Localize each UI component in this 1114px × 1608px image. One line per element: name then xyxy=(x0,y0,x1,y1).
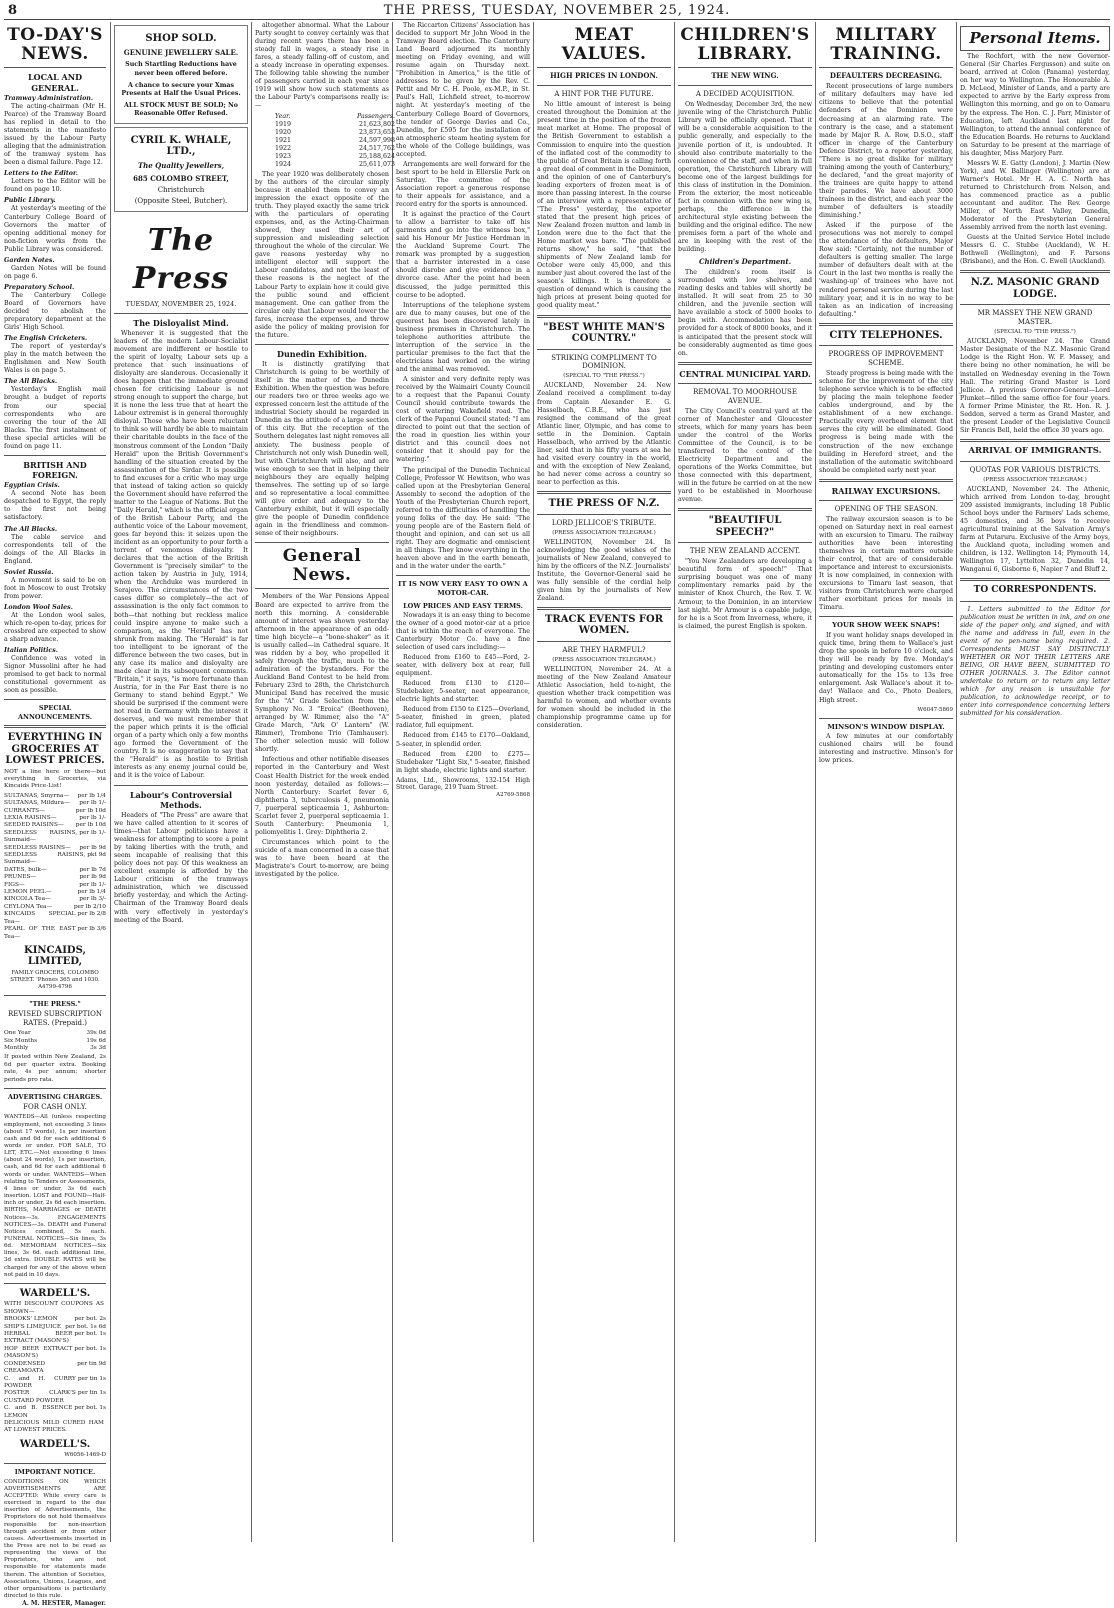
subscription-row-price: 3s 3d xyxy=(90,1045,106,1052)
grocery-row xyxy=(4,896,106,903)
subscription-row xyxy=(4,1038,106,1045)
foreign-news-item-label: London Wool Sales. xyxy=(4,603,73,611)
beautiful-speech-heading: "BEAUTIFUL SPEECH?" xyxy=(708,515,782,538)
personal-items-body: The Rochfort, with the new Governor-General (Sir Charles Fergusson) and suite on board, arrived at Colon (Panama) yesterday, on her way to Wellington. The Honourable A. D. McLeod, Minister of Lands, and a party are expected to arrive by the Early express from Wellington this morning, and go on to Oamaru by the express. The Hon. C. J. Parr, Minister of Education, left Auckland last night for Wellington, to attend the annual conference of the Education Boards. He returns to Auckland on Saturday to be present at the marriage of his daughter, Miss Marjory Parr. xyxy=(960,53,1110,157)
childrens-library-body: On Wednesday, December 3rd, the new juvenile wing of the Christchurch Public Library will be officially opened. That it will be a considerable acquisition to the public generally, and especially to the juvenile portion of it, is undoubted. It should also contribute materially to the convenience of the staff, and when in full operation, the Christchurch Library will become one of the largest buildings for this class of institution in the Dominion. From the exterior, the most noticeable fact in connexion with the new wing is, perhaps, the difference in the architectural style existing between the building and the original edifice. The new premises form a part of the whole and are in keeping with the rest of the building. xyxy=(678,101,812,254)
foreign-news-item-text: A second Note has been despatched to Egypt, the reply to the first not being satisfactory. xyxy=(4,490,106,522)
wardell-row-item: HOP BEER EXTRACT (MASON'S) xyxy=(4,1345,73,1360)
subscription-row xyxy=(4,1045,106,1052)
local-news-item-label: Preparatory School. xyxy=(4,283,75,291)
council-item: A sinister and very definite reply was received by the Waimairi County Council to a request that the Papanui County Council should contribute towards the cost of watering Wakefield road. The clerk of the Papanui Council stated: "I am directed to point out that the section of the road in question lies within your district and this council does not consider that it should pay for the watering." xyxy=(396,376,530,464)
column-rule xyxy=(392,22,393,1542)
wardell-row xyxy=(4,1324,106,1331)
wardell-row-price: per bot. 1s xyxy=(74,1345,106,1352)
local-news-item-text: Yesterday's English mail brought a budget of reports from our special correspondents who are covering the tour of the All Blacks. The first instalment of these special articles will be found on page 11. xyxy=(4,386,106,450)
wardells-price-list xyxy=(4,1301,106,1434)
immigrants-source: (PRESS ASSOCIATION TELEGRAM.) xyxy=(983,476,1087,483)
whale-jewellers-ad xyxy=(114,127,248,212)
wardell-row-price: per tin 1s xyxy=(77,1390,106,1397)
wardells-footer: WARDELL'S. xyxy=(19,1438,91,1450)
grocery-row-price: per lb 7d xyxy=(79,866,106,873)
local-news-item xyxy=(4,95,106,167)
grocery-row xyxy=(4,830,106,845)
shop-sold-sub: GENUINE JEWELLERY SALE. xyxy=(123,47,239,57)
table-cell: 24,597,998 xyxy=(358,136,395,144)
table-cell: 24,517,762 xyxy=(358,144,395,152)
show-week-heading: YOUR SHOW WEEK SNAPS! xyxy=(832,621,940,630)
grocery-row-item: CEYLONA Tea— xyxy=(4,903,53,910)
shop-sold-lines xyxy=(118,61,244,117)
kincaids-address: FAMILY GROCERS, COLOMBO STREET. 'Phones 365 and 1030. A4799-4796 xyxy=(10,969,100,990)
foreign-news-item-label: The All Blacks. xyxy=(4,525,58,533)
important-notice-signature: A. M. HESTER, Manager. xyxy=(22,1600,106,1608)
motor-car-list xyxy=(396,654,530,775)
wardell-row xyxy=(4,1405,106,1420)
beautiful-speech-body: "You New Zealanders are developing a beautiful form of speech!" That surprising bouquet was one of many complimentary remarks paid by the minister of Knox Church, the Rev. T. W. Armour, to the Dominion, in an interview last night. Mr Armour is a capable judge, for he is a Scot from Inverness, where, it is claimed, the purest English is spoken. xyxy=(678,558,812,630)
masonic-body: AUCKLAND, November 24. The Grand Master Designate of the N.Z. Masonic Grand Lodge is the Right Hon. W. F. Massey, and there being no other nomination, he will be installed on Wednesday evening in the Town Hall. The retiring Grand Master is Lord Jellicoe. A previous Governor-General—Lord Plunket—filled the same office for four years. A former Prime Minister, the Rt. Hon. R. J. Seddon, served a term as Grand Master, and the present Leader of the Legislative Council Sir Francis Bell, held the office 30 years ago. xyxy=(960,338,1110,434)
column-editorial-2 xyxy=(255,22,395,1542)
telephone-item: Interruptions of the telephone system are due to many causes, but one of the queerest has been discovered lately in business premises in Christchurch. The telephone authorities attribute the interruption of the service in the particular premises to the fact that the electricians had worked on the wiring and the animal was removed. xyxy=(396,301,530,373)
table-row xyxy=(275,145,395,153)
grocery-row-price: per lb 10d xyxy=(75,822,106,829)
table-cell: 21,623,802 xyxy=(358,120,395,128)
press-nz-body: WELLINGTON, November 24. In acknowledging the good wishes of the journalists of New Zealand, conveyed to him by the officers of the N.Z. Journalists' Institute, the Governor-General said he was fully sensible of the cordial help given him by the journalists of New Zealand. xyxy=(537,538,671,602)
grocery-row-item: PRUNES— xyxy=(4,874,37,881)
subscription-row-price: 39s 0d xyxy=(86,1030,106,1037)
foreign-news-item-text: A movement is said to be on foot in Moscow to oust Trotsky from power. xyxy=(4,576,106,600)
subscription-subheading: REVISED SUBSCRIPTION RATES. (Prepaid.) xyxy=(8,1010,102,1028)
barrister-item: It is against the practice of the Court to allow a barrister to take off his garments and go into the witness box," said his Honour Mr Justice Herdman in the Auckland Supreme Court. The remark was prompted by a suggestion that a barrister interested in a case should disrobe and give evidence in a divorce case. After the point had been discussed, the judge permitted this course to be adopted. xyxy=(396,211,530,299)
local-news-item-label: Tramway Administration. xyxy=(4,94,94,102)
minsons-body: A few minutes at our comfortably cushioned chairs will be found interesting and instructive. Minson's for low prices. xyxy=(819,733,953,765)
motor-car-listing: Reduced from £145 to £170—Oakland, 5-seater, in splendid order. xyxy=(396,732,530,748)
column-todays-news xyxy=(4,22,106,1608)
controversial-body: Headers of "The Press" are aware that we have called attention to it scores of times—that Labour politicians have a weakness for attempting to score a point by taking liberties with the truth, and seem incapable of realising that this policy does not pay. Of this weakness an excellent example is afforded by the Labour criticism of the tramways administration, which we discussed briefly yesterday, and which the Acting-Chairman of the Tramway Board deals with very effectively in yesterday's meeting of the Board. xyxy=(114,811,248,924)
grocery-row-item: FIGS— xyxy=(4,881,25,888)
local-news-item-text: Letters to the Editor will be found on page 10. xyxy=(4,178,106,194)
wardell-row xyxy=(4,1331,106,1346)
table-cell: 1919 xyxy=(275,120,292,128)
local-news-item xyxy=(4,378,106,450)
military-training-body-2: Asked if the purpose of the prosecutions was not merely to compel the attendance of the defaulters, Major Row said: "Certainly, not the number of defaulters is getting smaller. The large number of defaulters dealt with at the Court in the last two months is really the 'washing-up' of trainees who have not rendered personal service during the last military year, and it is in no way to be taken as an indication of increasing defaulting." xyxy=(819,222,953,318)
important-notice-heading: IMPORTANT NOTICE. xyxy=(14,1468,96,1477)
todays-news-heading: TO-DAY'S NEWS. xyxy=(7,25,103,64)
wardell-row-price: per tin 9d xyxy=(77,1360,106,1367)
paper-date: TUESDAY, NOVEMBER 25, 1924. xyxy=(125,300,237,309)
suicide-case: Circumstances which point to the suicide of a man concerned in a case that was to have been heard at the Magistrate's Court to-morrow, are being investigated by the police. xyxy=(255,838,389,879)
personal-items-body-3: Guests at the United Service Hotel include Messrs G. C. Stubbe (Auckland), W. H. Bothwell (Wellington), and F. Parsons (Brisbane), and the Hon. C. Ewell (Auckland). xyxy=(960,234,1110,266)
column-rule xyxy=(533,22,534,1542)
personal-items-heading: Personal Items. xyxy=(960,26,1110,51)
grocery-row xyxy=(4,822,106,829)
advertising-charges-sub: FOR CASH ONLY. xyxy=(23,1103,87,1112)
wardell-row xyxy=(4,1420,106,1435)
wardell-row-item: WITH DISCOUNT COUPONS AS SHOWN— xyxy=(4,1301,104,1315)
table-header-cell: Year. xyxy=(275,112,291,120)
local-news-item xyxy=(4,335,106,375)
shop-sold-line: Such Startling Reductions have never been offered before. xyxy=(125,61,237,77)
motor-car-code: A2769-5868 xyxy=(496,792,530,799)
meat-values-sub2: A HINT FOR THE FUTURE. xyxy=(554,90,654,99)
wardell-row xyxy=(4,1316,106,1323)
local-news-item-label: The All Blacks. xyxy=(4,378,58,386)
correspondents-heading: TO CORRESPONDENTS. xyxy=(973,585,1097,596)
childrens-department-body: The children's room itself is surrounded with low shelves, and reading desks and tables will shortly be installed. It will seat from 25 to 30 children, and the juvenile section will have available a stock of 5000 books to begin with. Accommodation has been provided for a stock of 8000 books, and it is anticipated that the present stock will be considerably augmented as time goes on. xyxy=(678,269,812,357)
column-military-training xyxy=(819,22,953,1542)
grocery-row xyxy=(4,874,106,881)
grocery-row-price: per lb 10d xyxy=(75,807,106,814)
grocery-row-item: CURRANTS— xyxy=(4,807,45,814)
grocery-row-price: per lb 1/- xyxy=(79,800,106,807)
local-news-item xyxy=(4,257,106,281)
grocery-row-item: SEEDED RAISINS— xyxy=(4,822,64,829)
grocery-row xyxy=(4,793,106,800)
table-cell: 1924 xyxy=(275,160,292,168)
motor-car-intro: Nowadays it is an easy thing to become the owner of a good motor-car at a price that is within the reach of everyone. The Canterbury Motor Co. have a fine selection of used cars including:— xyxy=(396,611,530,652)
wardell-row xyxy=(4,1361,106,1376)
dunedin-exhibition-heading: Dunedin Exhibition. xyxy=(277,348,367,359)
technical-college-item: The principal of the Dunedin Technical College, Professor W. Hewitson, who was called upon at the Presbyterian General Assembly to second the adoption of the Youth of the Presbyterian Church report, referred to the difficulties of handling the young folks of the day. He said: "The young people are of the Eastern field of thought and opinion, and can set us all right. They are dogmatic and omniscient in all things. They know everything in the heaven above and in the earth beneath, and in the water under the earth." xyxy=(396,466,530,571)
grocery-ad-heading: EVERYTHING IN GROCERIES AT LOWEST PRICES. xyxy=(5,732,105,767)
military-training-body: Recent prosecutions of large numbers of military defaulters may have led citizens to believe that the potential defenders of the Dominion were decreasing at an alarming rate. The contrary is the case, and a statement made by Major R. A. Row, D.S.O., staff officer in charge of the Canterbury Defence District, to a reporter yesterday, "There is no great dislike for military training among the youth of Canterbury," he declared, "and the great majority of the trainees are quite happy to attend their parades. We have about 3000 trainees in the district, and each year the number of defaulters is steadily diminishing." xyxy=(819,83,953,220)
white-man-source: (SPECIAL TO "THE PRESS.") xyxy=(563,373,645,380)
show-week-code: W6047-5869 xyxy=(917,706,953,713)
masonic-source: (SPECIAL TO "THE PRESS.") xyxy=(994,329,1076,336)
municipal-yard-sub: REMOVAL TO MOORHOUSE AVENUE. xyxy=(693,387,797,405)
grocery-row-item: SULTANAS, Smyrna— xyxy=(4,792,70,799)
local-news-item xyxy=(4,284,106,332)
grocery-row xyxy=(4,800,106,807)
childrens-library-sub: THE NEW WING. xyxy=(711,71,779,81)
grocery-row-price: per lb 1/- xyxy=(79,881,106,888)
motor-car-listing: Reduced from £130 to £120—Studebaker, 5-seater, neat appearance, electric lights and starter. xyxy=(396,680,530,704)
wardell-row-item: C. and H. CURRY POWDER xyxy=(4,1375,76,1389)
foreign-news-item-label: Italian Politics. xyxy=(4,647,58,655)
grocery-row xyxy=(4,904,106,911)
riccarton-item: The Riccarton Citizens' Association has decided to support Mr John Wood in the Tramway Board election. The Canterbury Land Board adjourned its monthly meeting on Friday evening, and will resume again on Thursday next. "Prohibition in America," is the title of addresses to be given by the Rev. C. Pettit and Mr C. H. Poole, ex-M.P., in St. Paul's Hall, Lichfield street, to-morrow night. At yesterday's meeting of the Canterbury College Board of Governors, the tender of George Davies and Co., Dunedin, for £595 for the installation of an atmospheric steam heating system for the whole of the College buildings, was accepted. xyxy=(396,22,530,158)
column-personal-items xyxy=(960,22,1110,1542)
grocery-row xyxy=(4,889,106,896)
grocery-row xyxy=(4,845,106,852)
table-cell: 1923 xyxy=(275,152,292,160)
military-training-heading: MILITARY TRAINING. xyxy=(830,25,942,64)
immigrants-body: AUCKLAND, November 24. The Athenic, which arrived from London to-day, brought 209 assisted immigrants, including 18 Public School boys under the Farmers' Lads scheme, 45 domestics, and 36 boys to receive agricultural training at the Salvation Army's farm at Putaruru. Exclusive of the Army boys, the Auckland quota, including women and children, is 132. Wellington 14; Plymouth 14, Wellington 17, Lyttelton 32, Dunedin 14, Wanganui 6, Gisborne 6, Napier 7 and Bluff 2. xyxy=(960,485,1110,574)
track-events-sub: ARE THEY HARMFUL? xyxy=(562,645,646,654)
track-events-source: (PRESS ASSOCIATION TELEGRAM.) xyxy=(552,656,656,663)
show-week-body: If you want holiday snaps developed in quick time, bring them to Wallace's just drop the spools in before 10 o'clock, and they will be ready by five. Monday's printing and developing customers enter automatically for the 15s to 13s free enlargement. Ask Wallace's about it to-day! Wallace and Co., Photo Dealers, High street. xyxy=(819,632,953,704)
table-row xyxy=(275,129,395,137)
foreign-news-list xyxy=(4,482,106,695)
grocery-row xyxy=(4,926,106,941)
foreign-news-item-text: At the London wool sales, which re-open to-day, prices for crossbred are expected to show a sharp advance. xyxy=(4,611,106,644)
track-events-heading: TRACK EVENTS FOR WOMEN. xyxy=(544,613,664,637)
local-news-item-label: Letters to the Editor. xyxy=(4,170,78,178)
grocery-row-price: per lb 3/6 xyxy=(77,926,106,933)
childrens-library-sub2: A DECIDED ACQUISITION. xyxy=(695,90,795,99)
municipal-yard-heading: CENTRAL MUNICIPAL YARD. xyxy=(679,368,811,379)
grocery-row xyxy=(4,867,106,874)
passengers-table-header xyxy=(275,113,395,121)
grocery-row-price: per lb 2/10 xyxy=(73,903,106,910)
wardells-code: W6056-1469-D xyxy=(64,1452,106,1459)
wardell-row-price: per bot. 1s 6d xyxy=(65,1323,106,1330)
advertising-charges-heading: ADVERTISING CHARGES. xyxy=(7,1093,103,1102)
grocery-row-item: KINCAIDS SPECIAL Tea— xyxy=(4,911,76,925)
grocery-row-price: per lb 3/- xyxy=(79,896,106,903)
foreign-news-item xyxy=(4,647,106,695)
shop-sold-line: ALL STOCK MUST BE SOLD; No Reasonable Offer Refused. xyxy=(124,101,238,117)
masthead-rule xyxy=(4,19,1110,20)
column-rule xyxy=(110,22,111,1542)
meat-values-sub: HIGH PRICES IN LONDON. xyxy=(550,71,658,81)
subscription-row-price: 19s 6d xyxy=(86,1037,106,1044)
wardells-heading: WARDELL'S. xyxy=(19,1287,91,1299)
table-row xyxy=(275,161,395,169)
grocery-row-price: pkt 9d xyxy=(87,852,106,859)
wardell-row xyxy=(4,1301,106,1316)
municipal-yard-body: The City Council's central yard at the corner of Manchester and Gloucester streets, which for many years has been under the control of the Works Committee of the Council, is to be transferred to the control of the Electricity Department and the operations of the Works Committee, but those connected with this department, will in the future be carried on at the new yard to be established in Moorhouse avenue. xyxy=(678,407,812,504)
column-editorial xyxy=(114,22,248,1542)
wardell-row xyxy=(4,1376,106,1391)
table-row xyxy=(275,153,395,161)
wardell-row-item: SHIP'S LIMEJUICE xyxy=(4,1323,62,1330)
general-news-body: Members of the War Pensions Appeal Board are expected to arrive from the north this morning. A considerable amount of interest was shown yesterday afternoon in the appearance of an odd-time high bicycle—a "bone-shaker" as it is usually called—in Cathedral square. It was ridden by a boy, who propelled it safely through the traffic, much to the admiration of the bystanders. For the Auckland Band Contest to be held from February 23rd to 28th, the Christchurch Municipal Band has received the music for the "A" Grade Selection from the Symphony No. 3 "Eroica" (Beethoven), arranged by W. Rimmer, also the "A" Grade March, "Ark O' Lantern" (W. Rimmer), Trombone Trio (Tamhauser). The other selection music will follow shortly. xyxy=(255,593,389,754)
editorial-body: Whenever it is suggested that the leaders of the modern Labour-Socialist movement are indifferent or hostile to the spirit of loyalty, Labour sets up a pretence that such insinuations of disloyalty are slanderous. Occasionally it does happen that the immediate ground chosen for criticising Labour is not strong enough to support the charge, but it is none the less true that at heart the Labour extremist is in general thoroughly disloyal. Those who have been reluctant to think so will hardly be able to maintain their charitable doubts in the face of the monstrous comment of the London "Daily Herald" upon the British Government's handling of the situation created by the assassination of the Sirdar. It is possible to find excuses for a critic who may urge that instead of taking action so quickly the Government should have referred the matter to the League of Nations. But the "Daily Herald," which is the official organ of the British Labour Party, and the authentic voice of the Labour movement, goes far beyond this: it seizes upon the incident as an opportunity to pour forth a torrent of venomous disloyalty. It declares that the action of the British Government is "precisely similar" to the action taken by Austria in July, 1914, when the Archduke was murdered in Serajevo. The circumstances of the two cases differ so completely—the act of assassination is the only fact common to both—that nothing but reckless malice could inspire anyone to make such a comparison, as the "Herald" has not shrunk from making. The "Herald" is far too intelligent to be ignorant of the difference between the two cases, but in any case its malice and disloyalty are made clear in its subsequent comments. "Britain," it says, "is more fortunate than Austria, for in the Far East there is no Germany to stand behind Egypt." We should be surprised if the comment were not read in Germany with the interest it deserves, and we must remember that the paper which prints it is the official organ of a party which only a few months ago formed the Government of the country. It is no exaggeration to say that the "Herald" is as hostile to British interests as any enemy journal could be, and it is the voice of Labour. xyxy=(114,329,248,780)
local-news-item-text: Garden Notes will be found on page 6. xyxy=(4,264,106,280)
grocery-row-item: SEEDLESS RAISINS, Sunmaid— xyxy=(4,852,86,866)
table-cell: 25,611,073 xyxy=(358,160,395,168)
press-nz-sub: LORD JELLICOE'S TRIBUTE. xyxy=(551,518,657,527)
grocery-row-item: DATES, bulk— xyxy=(4,866,47,873)
special-announcements-heading: SPECIAL ANNOUNCEMENTS. xyxy=(18,704,92,721)
local-news-item-label: The English Cricketers. xyxy=(4,335,88,343)
foreign-news-item-text: Confidence was voted in Signor Mussolini after he had promised to get back to normal constitutional government as soon as possible. xyxy=(4,655,106,695)
kincaids-name: KINCAIDS, LIMITED, xyxy=(24,944,86,968)
foreign-news-item-label: Egyptian Crisis. xyxy=(4,482,60,490)
whale-address-2: Christchurch xyxy=(157,185,205,194)
grocery-row-item: KINCOLA Tea— xyxy=(4,896,51,903)
foreign-news-item xyxy=(4,604,106,644)
grocery-row-price: per lb 1/4 xyxy=(77,889,106,896)
railway-excursions-sub: OPENING OF THE SEASON. xyxy=(834,504,938,513)
paper-nameplate: The Press xyxy=(132,222,230,296)
column-rule xyxy=(674,22,675,1542)
subscription-row-item: Monthly xyxy=(4,1045,29,1052)
page-number: 8 xyxy=(8,3,18,18)
tramway-intro: altogether abnormal. What the Labour Party sought to convey certainly was that during recent years there has been a steady fall in wages, a steady rise in fares, a steady falling-off of custom, and a steady increase in operating expenses. The following table showing the number of passengers carried in each year since 1919 will show how such statements as the Labour Party's comparisons really is:— xyxy=(255,22,389,110)
foreign-news-item xyxy=(4,526,106,566)
masonic-heading: N.Z. MASONIC GRAND LODGE. xyxy=(970,277,1100,300)
city-telephones-sub: PROGRESS OF IMPROVEMENT SCHEME. xyxy=(828,350,944,368)
motor-car-heading: IT IS NOW VERY EASY TO OWN A MOTOR-CAR. xyxy=(398,580,528,597)
immigrants-heading: ARRIVAL OF IMMIGRANTS. xyxy=(968,445,1102,456)
shop-sold-ad xyxy=(114,25,248,124)
sports-item: Arrangements are well forward for the best sport to be held in Ellerslie Park on Saturday. The committee of the Association report a generous response to their appeals for assistance, and a record entry for the sports is announced. xyxy=(396,160,530,209)
whale-address-1: 685 COLOMBO STREET, xyxy=(133,173,229,183)
british-foreign-heading: BRITISH AND FOREIGN. xyxy=(23,459,87,481)
local-news-item-text: At yesterday's meeting of the Canterbury College Board of Governors the matter of opening additional money for non-fiction works from the Public Library was considered. xyxy=(4,205,106,253)
white-man-sub: STRIKING COMPLIMENT TO DOMINION. xyxy=(551,353,657,371)
press-nz-source: (PRESS ASSOCIATION TELEGRAM.) xyxy=(552,529,656,536)
important-notice-text: CONDITIONS ON WHICH ADVERTISEMENTS ARE ACCEPTED: While every care is exercised in regard to the due insertion of Advertisements, the Proprietors do not hold themselves responsible for non-insertion through accident or from other causes. Advertisements inserted in the Press are not to be read as representing the views of the Proprietors, who are not responsible for statements made therein. The attention of Societies, Associations, Unions, Leagues, and other organisations is particularly directed to this rule. xyxy=(4,1478,106,1600)
city-telephones-heading: CITY TELEPHONES. xyxy=(829,329,943,341)
wardell-row-price: per tin 1s xyxy=(77,1375,106,1382)
grocery-row-item: LEXIA RAISINS— xyxy=(4,815,57,822)
wardell-row-price: per bot. 2s xyxy=(74,1316,106,1323)
motor-car-sub: LOW PRICES AND EASY TERMS. xyxy=(403,601,523,610)
grocery-row xyxy=(4,815,106,822)
local-news-item-label: Public Library. xyxy=(4,197,56,205)
grocery-row-price: per lb 1/- xyxy=(79,829,106,836)
wardell-row-item: BROOKS' LEMON xyxy=(4,1316,58,1323)
local-general-heading: LOCAL AND GENERAL. xyxy=(27,72,83,93)
column-childrens-library xyxy=(678,22,812,1542)
local-news-item-label: Garden Notes. xyxy=(4,256,55,264)
grocery-row-price: per lb 1/4 xyxy=(77,792,106,799)
motor-car-listing: Reduced from £150 to £125—Overland, 5-seater, finished in green, plated radiator, full equipment. xyxy=(396,706,530,730)
railway-excursions-body: The railway excursion season is to be opened on Saturday next in real earnest with an excursion to Timaru. The railway authorities have been interesting themselves in certain matters outside their control, that are of considerable importance and interest to excursionists. It is now complained, in connexion with excursions to Timaru last season, that visitors from Christchurch were charged rather exorbitant prices for meals in Timaru. xyxy=(819,515,953,612)
newspaper-title-line: THE PRESS, TUESDAY, NOVEMBER 25, 1924. xyxy=(383,3,731,18)
subscription-row-item: One Year xyxy=(4,1030,31,1037)
column-rule xyxy=(956,22,957,1542)
grocery-row-price: per lb 2/8 xyxy=(77,911,106,918)
grocery-intro: NOT a line here or there—but everything in Groceries, via Kincaids Price-List! xyxy=(4,768,106,790)
masthead xyxy=(0,0,1114,20)
foreign-news-item xyxy=(4,569,106,601)
passengers-table xyxy=(275,112,395,169)
local-news-item-text: The Canterbury College Board of Governors have decided to abolish the preparatory department at the Girls' High School. xyxy=(4,291,106,332)
wardell-row-item: HERBAL BEER EXTRACT (MASON'S) xyxy=(4,1331,73,1345)
column-rule xyxy=(815,22,816,1542)
infectious-diseases: Infectious and other notifiable diseases reported in the Canterbury and West Coast Health District for the week ended noon yesterday, detailed as follows:—North Canterbury: Scarlet fever 6, diphtheria 3, tuberculosis 4, pneumonia 7, puerperal septicaemia 1, Ashburton: Scarlet fever 2, puerperal septicaemia 1. South Canterbury: Pneumonia 1, poliomyelitis 1. Grey: Diphtheria 2. xyxy=(255,756,389,836)
subscription-rates xyxy=(4,1030,106,1052)
table-cell: 1920 xyxy=(275,128,292,136)
dunedin-exhibition-body: It is distinctly gratifying that Christchurch is going to be worthily of itself in the matter of the Dunedin Exhibition. When the question was before our readers two or three weeks ago we expressed concern lest the attitude of the industrial Society should be regarded in Dunedin as the attitude of a large section of this city. But the reception of the Southern delegates last night removes all anxiety. The business people of Christchurch not only wish Dunedin well, but with Christchurch will also, and are wise enough to see that in helping their neighbours they are equally helping themselves. The setting up of so large and so representative a local committee will give order and adequacy to the Canterbury exhibit, but it will especially give the people of Dunedin confidence again in the friendliness and common-sense of their neighbours. xyxy=(255,361,389,538)
controversial-heading: Labour's Controversial Methods. xyxy=(130,789,232,810)
table-cell: 25,188,624 xyxy=(358,152,395,160)
whale-address-3: (Opposite Steel, Butcher). xyxy=(134,196,228,205)
railway-excursions-heading: RAILWAY EXCURSIONS. xyxy=(831,485,941,496)
column-meat-values xyxy=(537,22,671,1542)
table-row xyxy=(275,137,395,145)
grocery-price-list xyxy=(4,793,106,941)
subscription-row-item: Six Months xyxy=(4,1037,38,1044)
grocery-row-price: per lb 9d xyxy=(79,874,106,881)
meat-values-heading: MEAT VALUES. xyxy=(561,25,647,64)
grocery-row xyxy=(4,808,106,815)
grocery-row-item: LEMON PEEL— xyxy=(4,889,52,896)
meat-values-body: No little amount of interest is being created throughout the Dominion at the present time in the position of the frozen meat market at Home. The proposal of the British Government to establish a Commission to enquire into the question of the inflated cost of the commodity to the public of Great Britain is calling forth a great deal of comment in the Dominion, and the opinion of one of Canterbury's leading exporters of frozen meat is of more than passing interest. In the course of an interview with a representative of "The Press" yesterday, the exporter stated that the present high prices of New Zealand frozen mutton and lamb in London were due to the fact that the Home market was bare. "The published returns show," he said, "that the shipments of New Zealand lamb for October were only 45,000, and this number just about covered the last of the season's killings. It is therefore a question of demand which is causing the high prices at present being quoted for good quality meat." xyxy=(537,101,671,310)
press-nz-heading: THE PRESS OF N.Z. xyxy=(548,498,660,510)
shop-sold-heading: SHOP SOLD. xyxy=(145,33,217,44)
local-news-item xyxy=(4,170,106,194)
table-cell: 1922 xyxy=(275,144,292,152)
foreign-news-item-text: The cable service and correspondents tell of the doings of the All Blacks in England. xyxy=(4,533,106,565)
table-cell: 23,873,653 xyxy=(358,128,395,136)
childrens-library-heading: CHILDREN'S LIBRARY. xyxy=(680,25,810,64)
wardell-row-price: per bot. 1s xyxy=(74,1405,106,1412)
shop-sold-line: A chance to secure your Xmas Presents at Half the Usual Prices. xyxy=(121,81,241,97)
subscription-note: If posted within New Zealand, 2s 6d per quarter extra. Booking rate, 4s per annum; shorter periods pro rata. xyxy=(4,1054,106,1083)
grocery-row xyxy=(4,882,106,889)
tramway-after-table: The year 1920 was deliberately chosen by the authors of the circular simply because it enabled them to convey an impression the exact opposite of the truth. They played exactly the same trick with the particulars of operating expenses, and, as the Acting-Chairman showed, they used their art of suppression and misleading selection throughout the whole of the circular. We gave reasons yesterday why no intelligent elector will support the Labour candidates, and not the least of these reasons is the neglect of the Labour Party to explain how it could give the public sound and efficient management. One can gather from the circular only that Labour would lower the fares, increase the expenses, and throw aside the policy of making provision for the future. xyxy=(255,170,389,339)
wardell-row-item: C. and B. ESSENCE LEMON xyxy=(4,1405,73,1419)
military-training-sub: DEFAULTERS DECREASING. xyxy=(829,71,943,81)
immigrants-sub: QUOTAS FOR VARIOUS DISTRICTS. xyxy=(969,465,1101,474)
whale-name: CYRIL K. WHALE, LTD., xyxy=(130,134,232,158)
minsons-heading: MINSON'S WINDOW DISPLAY. xyxy=(827,722,945,731)
track-events-body: WELLINGTON, November 24. At a meeting of the New Zealand Amateur Athletic Association, held to-night, the question whether track competition was harmful to women, and whether events for women should be included in the championship programme came up for consideration. xyxy=(537,665,671,730)
grocery-row-item: PEARL OF THE EAST Tea— xyxy=(4,926,76,940)
table-header-cell: Passengers. xyxy=(357,112,395,120)
personal-items-body-2: Messrs W. E. Gatty (London), J. Martin (New York), and W. Ballinger (Wellington) are at Warner's Hotel. Mr H. A. C. North has returned to Christchurch from Nelson, and has commenced practice as a public accountant and auditor. The Rev. George Miller, of North East Valley, Dunedin, Moderator of the Presbyterian General Assembly arrived from the north last evening. xyxy=(960,159,1110,232)
grocery-row-price: per lb 9d xyxy=(79,844,106,851)
subscription-row xyxy=(4,1030,106,1037)
wardell-row-item: DELICIOUS MILD CURED HAM AT LOWEST PRICES. xyxy=(4,1419,104,1434)
advertising-charges-text: WANTEDS—All (unless respecting employment, not exceeding 3 lines (about 17 words), 1s per insertion cash and 6d for each additional 6 words or under. FOR SALE, TO LET, ETC.—Not exceeding 6 lines (about 24 words), 1s per insertion, cash, and 6d for each additional 6 words or under. WANTEDS—When relating to Tenders or Assessments, 4 lines or under, 3s 6d each insertion. LOST and FOUND—Half-inch or under, 2s 6d each insertion. BIRTHS, MARRIAGES or DEATH Notices—3s. ENGAGEMENTS NOTICES—3s. DEATH and Funeral Notices combined, 5s each. FUNERAL NOTICES—Six lines, 3s 6d. MEMORIAM NOTICES—Six lines, 3s 6d. each additional line, 3d extra. DOUBLE RATES will be charged for any of the above when not paid in 10 days. xyxy=(4,1114,106,1278)
wardell-row xyxy=(4,1346,106,1361)
foreign-news-item xyxy=(4,482,106,522)
general-news-heading: General News. xyxy=(282,546,362,585)
grocery-row-item: SULTANAS, Mildura— xyxy=(4,800,70,807)
motor-car-listing: Reduced from £200 to £275—Studebaker "Light Six," 5-seater, finished in light shade, electric lights and starter. xyxy=(396,750,530,774)
grocery-row-item: SEEDLESS RAISINS— xyxy=(4,844,71,851)
grocery-row-item: SEEDLESS RAISINS, Sunmaid— xyxy=(4,829,78,844)
white-man-body: AUCKLAND, November 24. New Zealand received a compliment to-day from Captain Alexander E. G. Hasselbach, C.B.E., who has just resigned the command of the great Atlantic liner, Olympic, and has come to settle in the Dominion. Captain Hasselbach, who arrived by the Atlantic liner, said that in his fifty years at sea he had visited every country in the world, and with the exception of New Zealand, he had never come across a country so near to perfection as this. xyxy=(537,382,671,486)
city-telephones-body: Steady progress is being made with the scheme for the improvement of the city telephone service which is to be effected by placing the main telephone feeder cables underground, and by the establishment of a new exchange. Practically every overhead element that serves the city will be eliminated. Good progress is being made with the construction of the new exchange building in Hereford street, and the installation of the automatic switchboard should be completed early next year. xyxy=(819,370,953,474)
childrens-department-heading: Children's Department. xyxy=(698,257,792,267)
correspondents-body: 1. Letters submitted to the Editor for publication must be written in ink, and on one side of the paper only, and signed, and with the name and address in full, even in the event of no pen-name being required. 2. Correspondents MUST SAY DISTINCTLY WHETHER OR NOT THEIR LETTERS ARE BEING, OR HAVE BEEN, SUBMITTED TO OTHER JOURNALS. 3. The Editor cannot undertake to return or to return any letter which for any reason is unsuitable for publication, to acknowledge receipt, or to enter into correspondence concerning letters submitted for his consideration. xyxy=(960,605,1110,718)
column-rule xyxy=(251,22,252,1542)
editorial-heading: The Disloyalist Mind. xyxy=(133,317,229,328)
subscription-heading: "THE PRESS." xyxy=(29,1000,81,1009)
column-general-news xyxy=(396,22,530,1542)
wardell-row-price: per bot. 1s xyxy=(74,1331,106,1338)
grocery-row-price: per lb 1/- xyxy=(79,815,106,822)
masonic-sub: MR MASSEY THE NEW GRAND MASTER. xyxy=(977,309,1093,327)
whale-tagline: The Quality Jewellers, xyxy=(137,160,225,170)
local-news-item-text: The report of yesterday's play in the match between the Englishmen and New South Wales is on page 5. xyxy=(4,343,106,375)
motor-car-footer: Adams, Ltd., Showrooms, 132-154 High Street. Garage, 219 Tuam Street. xyxy=(396,776,530,792)
wardell-row-item: FOSTER CLARK'S CUSTARD POWDER xyxy=(4,1390,76,1404)
local-news-item xyxy=(4,197,106,253)
table-row xyxy=(275,121,395,129)
local-news-item-text: The acting-chairman (Mr H. Pearce) of the Tramway Board has replied in detail to the statements in the manifesto issued by the Labour Party alleging that the administration of the tramway system has been a dismal failure. Page 12. xyxy=(4,102,106,167)
table-cell: 1921 xyxy=(275,136,292,144)
grocery-row xyxy=(4,911,106,926)
grocery-row xyxy=(4,852,106,867)
wardell-row-item: CONDENSED CREAMOATA xyxy=(4,1360,46,1375)
wardell-row xyxy=(4,1390,106,1405)
foreign-news-item-label: Soviet Russia. xyxy=(4,568,54,576)
local-news-list xyxy=(4,95,106,451)
beautiful-speech-sub: THE NEW ZEALAND ACCENT. xyxy=(689,547,801,556)
motor-car-listing: Reduced from £160 to £45—Ford, 2-seater, with delivery box at rear, full equipment. xyxy=(396,654,530,678)
white-man-heading: "BEST WHITE MAN'S COUNTRY." xyxy=(543,321,665,344)
